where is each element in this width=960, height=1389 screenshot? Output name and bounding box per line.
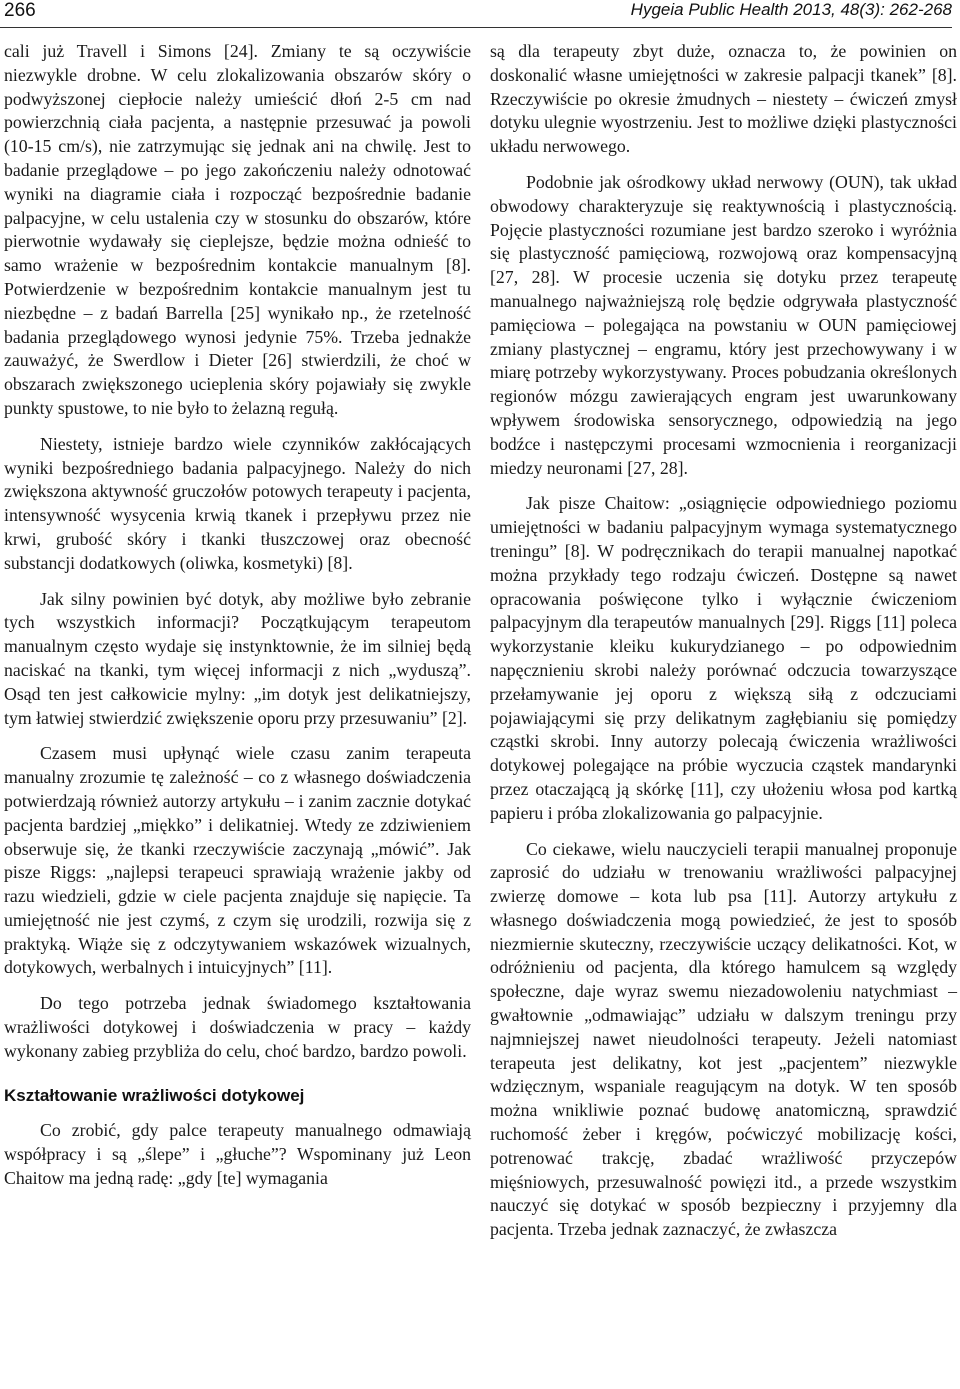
right-column — [490, 40, 957, 1254]
page-header — [4, 0, 952, 26]
paragraph: Jak silny powinien być dotyk, aby możliwe było zebranie tych wszystkich informacji? Początkującym terapeutom manualnym często wydaje się instynktownie, że im silniej będą naciskać na tkanki, tym więcej informacji z nich „wyduszą”. Osąd ten jest całkowicie mylny: „im dotyk jest delikatniejszy, tym łatwiej stwierdzić zwiększenie oporu przy przesuwaniu” [2]. — [4, 588, 471, 728]
paragraph: cali już Travell i Simons [24]. Zmiany te są oczywiście niezwykle drobne. W celu zlokalizowania obszarów skóry o podwyższonej ciepłocie należy umieścić dłoń 2-5 cm nad powierzchnią ciała pacjenta, a następnie przesuwać ja powoli (10-15 cm/s), nie zatrzymując się jednak ani na chwilę. Jest to badanie przeglądowe – po jego zakończeniu należy odnotować wyniki na diagramie ciała i rozpocząć bezpośrednie badanie palpacyjne, w celu ustalenia czy w stosunku do obszarów, które pierwotnie wydawały się cieplejsze, będzie można odnieść to samo wrażenie w bezpośrednim kontakcie manualnym [8]. Potwierdzenie w bezpośrednim kontakcie manualnym jest tu niezbędne – z badań Barrella [25] wynikało np., że rzetelność badania przeglądowego wynosi jedynie 75%. Trzeba jednakże zauważyć, że Swerdlow i Dieter [26] stwierdzili, że choć w obszarach zwiększonego ucieplenia skóry pojawiały się zwykle punkty spustowe, to nie było to żelazną regułą. — [4, 41, 471, 418]
paragraph: Jak pisze Chaitow: „osiągnięcie odpowiedniego poziomu umiejętności w badaniu palpacyjnym wymaga systematycznego treningu” [8]. W podręcznikach do terapii manualnej napotkać można przykłady tego rodzaju ćwiczeń. Dostępne są nawet opracowania poświęcone tylko i wyłącznie ćwiczeniom palpacyjnym dla terapeutów manualnych [29]. Riggs [11] poleca wykorzystanie kleiku kukurydzianego – po odpowiednim napęcznieniu skrobi należy porównać odczucia towarzyszące przełamywanie jej oporu z większą siłą z odczuciami pojawiającymi się przy delikatnym zagłębianiu się pomiędzy cząstki skrobi. Inny autorzy polecają ćwiczenia wrażliwości dotykowej polegające na próbie wyczucia cząstek mandarynki przez otaczającą ją skórkę [11], czy ułożeniu włosa pod kartką papieru i próba zlokalizowania go palpacyjnie. — [490, 493, 957, 823]
header-rule — [0, 27, 952, 28]
journal-citation: Hygeia Public Health 2013, 48(3): 262-268 — [630, 0, 952, 19]
section-heading: Kształtowanie wrażliwości dotykowej — [4, 1085, 305, 1105]
paragraph: Co zrobić, gdy palce terapeuty manualnego odmawiają współpracy i są „ślepe” i „głuche”? Wspominany już Leon Chaitow ma jedną radę: „gdy [te] wymagania — [4, 1120, 471, 1189]
paragraph: Co ciekawe, wielu nauczycieli terapii manualnej proponuje zaprosić do udziału w trenowaniu wrażliwości palpacyjnej zwierzę domowe – kota lub psa [11]. Autorzy artykułu z własnego doświadczenia mogą powiedzieć, że jest to sposób niezmiernie skuteczny, rzeczywiście uczący delikatności. Kot, w odróżnieniu od pacjenta, dla którego hamulcem są względy społeczne, daje wyraz swemu niezadowoleniu natychmiast – gwałtownie „odmawiając” udziału w dalszym treningu przy najmniejszej nawet nieudolności terapeuty. Jeżeli natomiast terapeuta jest delikatny, kot jest „pacjentem” niezwykle wdzięcznym, wspaniale reagującym na dotyk. W ten sposób można wnikliwie poznać budowę anatomiczną, sprawdzić ruchomość żeber i kręgów, poćwiczyć mobilizację kości, potrenować trakcję, zbadać wrażliwość przyczepów mięśniowych, przesuwalność powięzi itd., a przede wszystkim nauczyć się dotykać w sposób bezpieczny i przyjemny dla pacjenta. Trzeba jednak zaznaczyć, że zwłaszcza — [490, 838, 957, 1240]
paragraph: Niestety, istnieje bardzo wiele czynników zakłócających wyniki bezpośredniego badania palpacyjnego. Należy do nich zwiększona aktywność gruczołów potowych terapeuty i pacjenta, intensywność wysycenia krwią tkanek i przepływu przez nie krwi, grubość skóry i tkanki tłuszczowej oraz obecność substancji dodatkowych (oliwka, kosmetyki) [8]. — [4, 433, 471, 573]
paragraph: Podobnie jak ośrodkowy układ nerwowy (OUN), tak układ obwodowy charakteryzuje się reaktywnością i plastycznością. Pojęcie plastyczności rozumiane jest bardzo szeroko i wyróżnia się plastyczność pamięciową, rozwojową oraz kompensacyjną [27, 28]. W procesie uczenia się dotyku przez terapeutę manualnego najważniejszą rolę będzie odgrywała plastyczność pamięciowa – polegająca na powstaniu w OUN pamięciowej zmiany plastycznej – engramu, który jest przechowywany i w miarę potrzeby wykorzystywany. Proces pobudzania określonych regionów mózgu zawierających engram jest uwarunkowany wpływem środowiska sensorycznego, odpowiedzią na jego bodźce i następczymi procesami wzmocnienia i reorganizacji miedzy neuronami [27, 28]. — [490, 171, 957, 478]
paragraph: Czasem musi upłynąć wiele czasu zanim terapeuta manualny zrozumie tę zależność – co z własnego doświadczenia potwierdzają również autorzy artykułu – i zanim zacznie dotykać pacjenta bardziej „miękko” i delikatniej. Wtedy ze zdziwieniem obserwuje się, że tkanki rzeczywiście zaczynają „mówić”. Jak pisze Riggs: „najlepsi terapeuci sprawiają wrażenie jakby od razu wiedzieli, gdzie w ciele pacjenta znajduje się napięcie. Ta umiejętność nie jest czymś, z czym się urodzili, rozwija się z praktyką. Wiąże się z odczytywaniem wskazówek wizualnych, dotykowych, werbalnych i intuicyjnych” [11]. — [4, 743, 471, 978]
left-column — [4, 40, 471, 1203]
page-number: 266 — [4, 0, 36, 21]
paragraph: Do tego potrzeba jednak świadomego kształtowania wrażliwości dotykowej i doświadczenia w pracy – każdy wykonany zabieg przybliża do celu, choć bardzo, bardzo powoli. — [4, 993, 471, 1061]
paragraph: są dla terapeuty zbyt duże, oznacza to, że powinien on doskonalić własne umiejętności w zakresie palpacji tkanek” [8]. Rzeczywiście po okresie żmudnych – niestety – ćwiczeń zmysł dotyku ulegnie wyostrzeniu. Jest to możliwe dzięki plastyczności układu nerwowego. — [490, 41, 957, 157]
